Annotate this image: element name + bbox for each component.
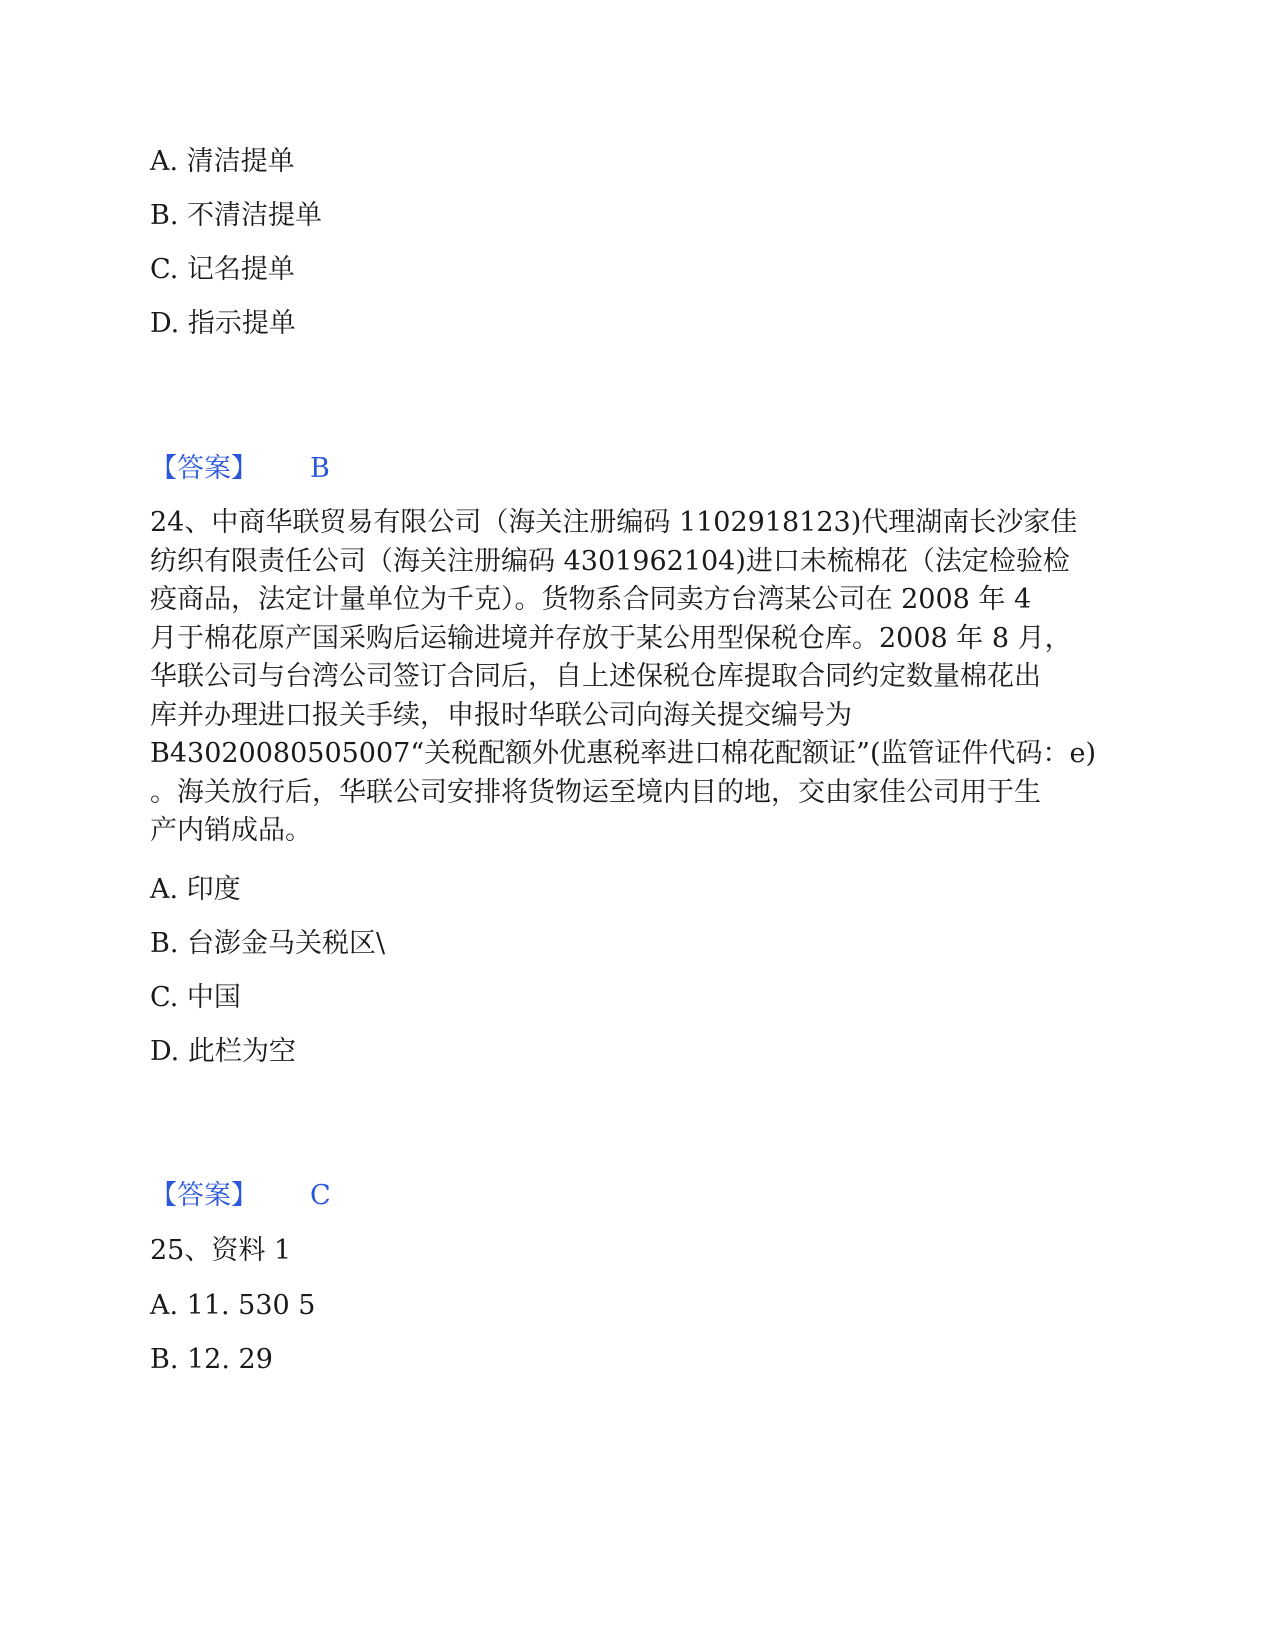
q24-stem	[150, 504, 1130, 851]
q24-answer-value: C	[310, 1180, 331, 1211]
q23-option-d: D. 指示提单	[150, 308, 296, 339]
q24-stem-line: 产内销成品。	[150, 815, 312, 846]
q24-option-d: D. 此栏为空	[150, 1036, 296, 1067]
q23-answer	[150, 449, 330, 489]
q24-stem-line: 疫商品，法定计量单位为千克）。货物系合同卖方台湾某公司在 2008 年 4	[150, 584, 1032, 615]
q24-answer-label: 【答案】	[150, 1180, 258, 1211]
q24-stem-line: B43020080505007“关税配额外优惠税率进口棉花配额证”(监管证件代码：e)	[150, 738, 1096, 769]
q24-stem-line: 。海关放行后，华联公司安排将货物运至境内目的地，交由家佳公司用于生	[150, 776, 1041, 808]
q24-stem-line: 纺织有限责任公司（海关注册编码 4301962104)进口未梳棉花（法定检验检	[150, 545, 1070, 577]
q25-option-a: A. 11. 530 5	[150, 1290, 316, 1321]
q25-stem: 25、资料 1	[150, 1235, 292, 1266]
q24-stem-line: 华联公司与台湾公司签订合同后，自上述保税仓库提取合同约定数量棉花出	[150, 661, 1041, 692]
q25-option-b: B. 12. 29	[150, 1344, 273, 1375]
q24-option-b: B. 台澎金马关税区\	[150, 928, 386, 959]
q23-option-b: B. 不清洁提单	[150, 200, 323, 231]
q24-stem-line: 库并办理进口报关手续，申报时华联公司向海关提交编号为	[150, 699, 852, 731]
q23-answer-value: B	[310, 453, 330, 484]
q23-answer-label: 【答案】	[150, 453, 258, 484]
q24-stem-line: 月于棉花原产国采购后运输进境并存放于某公用型保税仓库。2008 年 8 月，	[150, 622, 1072, 654]
q24-stem-line: 24、中商华联贸易有限公司（海关注册编码 1102918123)代理湖南长沙家佳	[150, 507, 1078, 538]
q24-option-c: C. 中国	[150, 982, 241, 1013]
q23-option-c: C. 记名提单	[150, 254, 295, 285]
q24-answer	[150, 1176, 331, 1216]
q24-option-a: A. 印度	[150, 874, 241, 905]
q23-option-a: A. 清洁提单	[150, 146, 295, 177]
